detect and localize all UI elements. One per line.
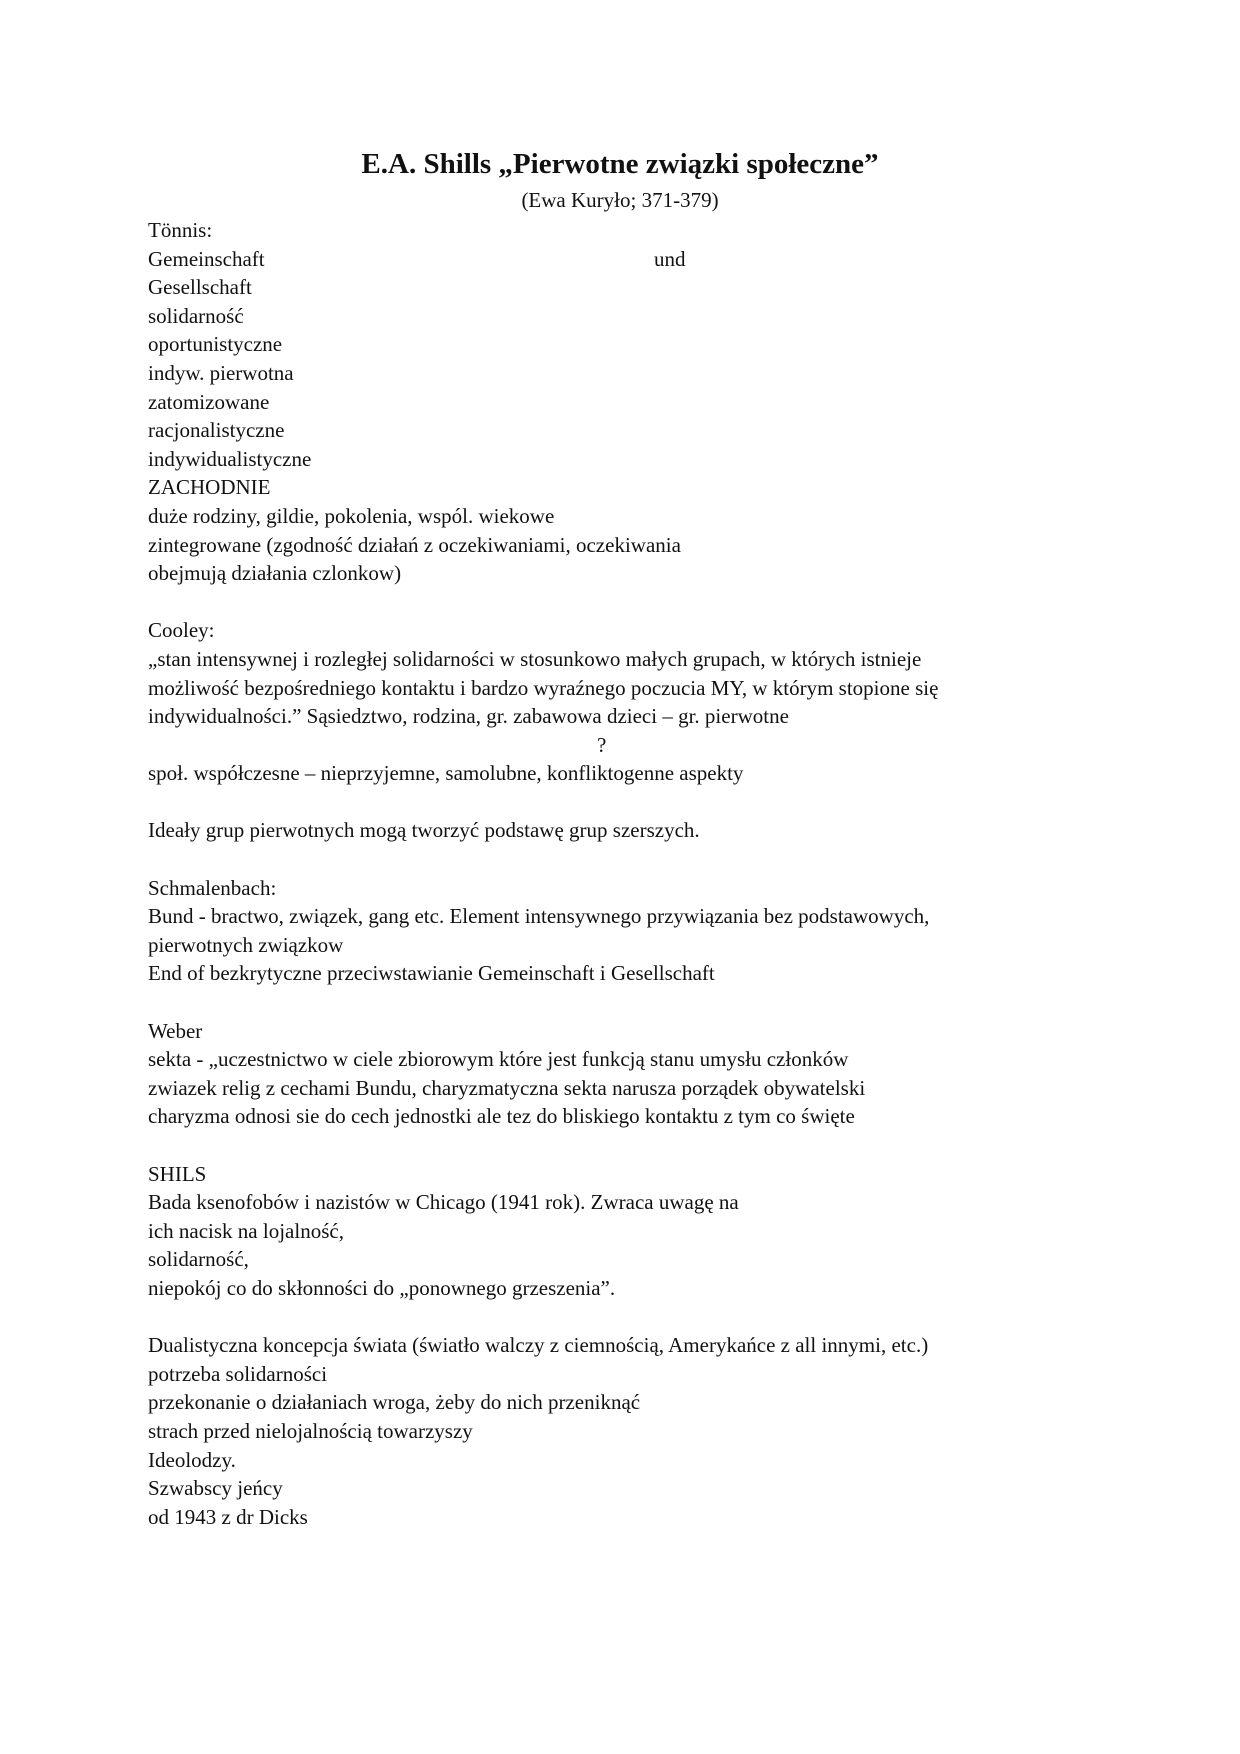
shils-line: niepokój co do skłonności do „ponownego grzeszenia”. [148, 1275, 616, 1300]
section-gap [148, 1303, 1108, 1332]
section-gap [148, 788, 1108, 817]
weber-line: charyzma odnosi sie do cech jednostki ale tez do bliskiego kontaktu z tym co święte [148, 1104, 855, 1129]
dualistic-line: strach przed nielojalnością towarzyszy [148, 1418, 473, 1443]
tonnis-line: ZACHODNIE [148, 475, 271, 500]
cooley-quote-line: „stan intensywnej i rozległej solidarności w stosunkowo małych grupach, w których istnieje [148, 646, 922, 671]
tonnis-line: zintegrowane (zgodność działań z oczekiwaniami, oczekiwania [148, 532, 681, 557]
tonnis-line: obejmują działania czlonkow) [148, 561, 402, 586]
tonnis-line: indywidualistyczne [148, 446, 312, 471]
schmalenbach-line: pierwotnych związkow [148, 932, 344, 957]
schmalenbach-section [148, 874, 1108, 988]
section-gap [148, 988, 1108, 1017]
cooley-heading: Cooley: [148, 618, 215, 643]
cooley-after-line: społ. współczesne – nieprzyjemne, samolubne, konfliktogenne aspekty [148, 761, 744, 786]
shils-heading: SHILS [148, 1161, 207, 1186]
section-gap [148, 588, 1108, 617]
dualistic-line: od 1943 z dr Dicks [148, 1504, 308, 1529]
tonnis-line: solidarność [148, 303, 244, 328]
dualistic-line: potrzeba solidarności [148, 1361, 328, 1386]
tonnis-heading: Tönnis: [148, 218, 213, 242]
tonnis-gemeinschaft: Gemeinschaft [148, 246, 265, 271]
document-body [148, 216, 1108, 1531]
dualistic-line: Szwabscy jeńcy [148, 1476, 283, 1501]
dualistic-line: Ideolodzy. [148, 1447, 236, 1472]
shils-line: Bada ksenofobów i nazistów w Chicago (1941 rok). Zwraca uwagę na [148, 1190, 739, 1215]
section-gap [148, 1131, 1108, 1160]
dualistic-line: Dualistyczna koncepcja świata (światło walczy z ciemnością, Amerykańce z all innymi, etc.) [148, 1333, 929, 1358]
cooley-quote-line: indywidualności.” Sąsiedztwo, rodzina, gr. zabawowa dzieci – gr. pierwotne [148, 704, 789, 729]
tonnis-line: oportunistyczne [148, 332, 283, 357]
shils-section [148, 1160, 1108, 1303]
weber-line: zwiazek relig z cechami Bundu, charyzmatyczna sekta narusza porządek obywatelski [148, 1075, 866, 1100]
question-mark: ? [597, 732, 607, 757]
tonnis-line: zatomizowane [148, 389, 270, 414]
schmalenbach-line: End of bezkrytyczne przeciwstawianie Gemeinschaft i Gesellschaft [148, 961, 715, 986]
shils-line: solidarność, [148, 1247, 249, 1272]
document-title: E.A. Shills „Pierwotne związki społeczne” [361, 148, 879, 180]
cooley-quote-line: możliwość bezpośredniego kontaktu i bardzo wyraźnego poczucia MY, w którym stopione się [148, 675, 939, 700]
section-gap [148, 845, 1108, 874]
shils-line: ich nacisk na lojalność, [148, 1218, 344, 1243]
tonnis-section [148, 216, 1108, 588]
schmalenbach-heading: Schmalenbach: [148, 875, 277, 900]
schmalenbach-line: Bund - bractwo, związek, gang etc. Element intensywnego przywiązania bez podstawowych, [148, 904, 930, 929]
tonnis-line: indyw. pierwotna [148, 360, 294, 385]
weber-line: sekta - „uczestnictwo w ciele zbiorowym które jest funkcją stanu umysłu członków [148, 1047, 849, 1072]
cooley-section [148, 616, 1108, 788]
weber-section [148, 1017, 1108, 1131]
document-subtitle: (Ewa Kuryło; 371-379) [521, 188, 719, 212]
weber-heading: Weber [148, 1018, 203, 1043]
tonnis-gemeinschaft-row [148, 245, 1108, 274]
tonnis-und: und [654, 246, 686, 271]
tonnis-line: duże rodziny, gildie, pokolenia, wspól. wiekowe [148, 503, 555, 528]
ideals-line: Ideały grup pierwotnych mogą tworzyć podstawę grup szerszych. [148, 818, 700, 843]
dualistic-line: przekonanie o działaniach wroga, żeby do nich przeniknąć [148, 1390, 641, 1415]
tonnis-line: racjonalistyczne [148, 418, 285, 443]
cooley-question-row [148, 731, 1108, 760]
tonnis-line: Gesellschaft [148, 275, 252, 300]
dualistic-section [148, 1331, 1108, 1531]
